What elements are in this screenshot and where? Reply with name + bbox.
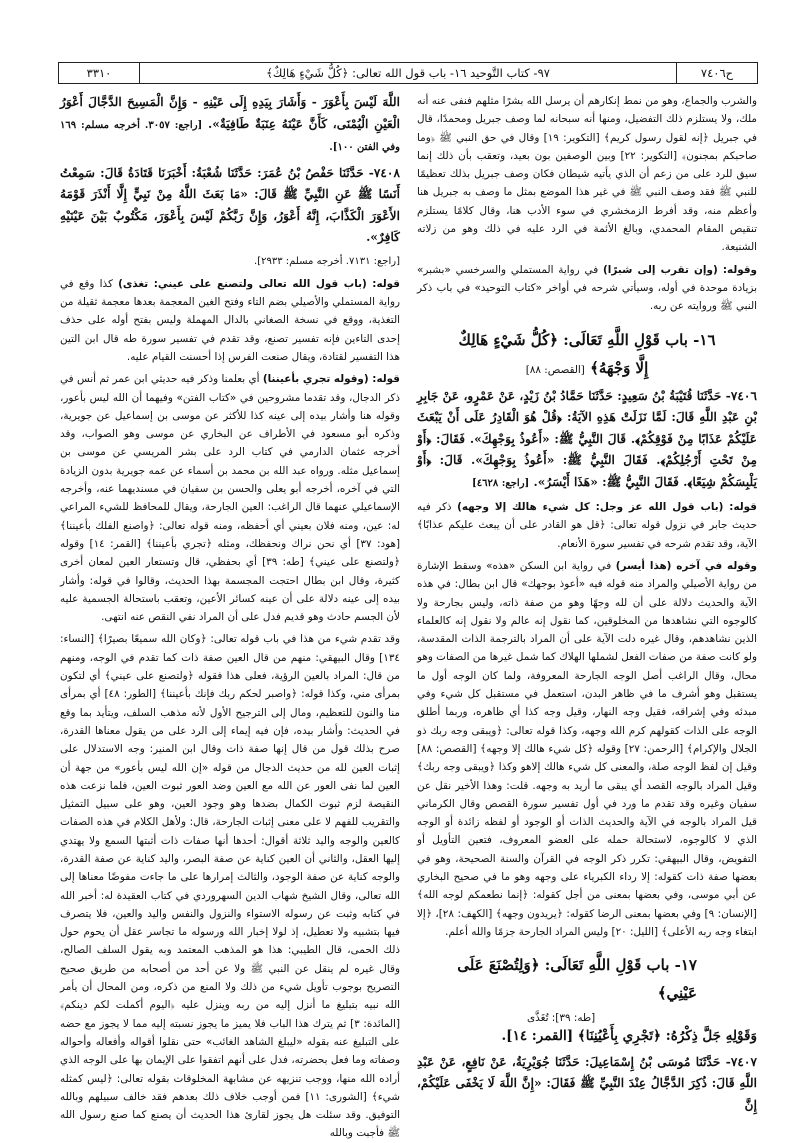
commentary-text: في رواية المستملي والسرخسي «بشبر» بزيادة موحدة في أوله، وسيأتي شرحه في أواخر «كتاب التوحيد» في باب ذكر النبي ﷺ وروايته عن ربه. bbox=[417, 263, 757, 313]
chapter-subtitle: وَقَوْلِهِ جَلَّ ذِكْرُهُ: ﴿تَجْرِي بِأَعْيُنِنَا﴾ [القمر: ١٤]. bbox=[501, 1028, 757, 1045]
commentary-paragraph bbox=[417, 261, 757, 316]
commentary-paragraph: وقد تقدم شيء من هذا في باب قوله تعالى: ﴿وكان الله سميعًا بصيرًا﴾ [النساء: ١٣٤] وقال البيهقي: منهم من قال العين صفة ذات كما تقدم في الوجه، ومنهم من قال: المراد بالعين الرؤية، فعلى هذا فقوله ﴿ولتصنع على عيني﴾ أي لتكون بمرأى مني، وكذا قوله: ﴿واصبر لحكم ربك فإنك بأعيننا﴾ [الطور: ٤٨] أي بمرأى منا والنون للتعظيم، ومال إلى الترجيح الأول لأنه مذهب السلف، ويتأيد بما وقع في الحديث: وأشار بيده، فإن فيه إيماء إلى الرد على من يقول معناها القدرة، صرح بذلك قول من قال إنها صفة ذات وقال ابن المنير: وجه الاستدلال على إثبات العين لله من حديث الدجال من قوله «إن الله ليس بأعور» من جهة أن العين لما نفى العور عن الله مع العين وضد العور ثبوت العين، فلما نزعت هذه النقيصة لزم ثبوت الكمال بضدها وهو وجود العين، وهو على سبيل التمثيل والتقريب للفهم لا على معنى إثبات الجارحة، قال: ولأهل الكلام في هذه الصفات كالعين والوجه واليد ثلاثة أقوال: أحدها أنها صفات ذات أثبتها السمع ولا يهتدي إليها العقل، والثاني أن العين كناية عن صفة البصر، واليد كناية عن صفة القدرة، والوجه كناية عن صفة الوجود، والثالث إمرارها على ما جاءت مفوضًا معناها إلى الله تعالى، وقال الشيخ شهاب الدين السهروردي في كتاب العقيدة له: أخبر الله في كتابه وثبت عن رسوله الاستواء والنزول والنفس واليد والعين، فلا يتصرف فيها بتشبيه ولا تعطيل، إذ لولا إخبار الله ورسوله ما تجاسر عقل أن يحوم حول ذلك الحمى، قال الطيبي: هذا هو المذهب المعتمد وبه يقول السلف الصالح، وقال غيره لم ينقل عن النبي ﷺ ولا عن أحد من أصحابه من طريق صحيح التصريح بوجوب تأويل شيء من ذلك ولا المنع من ذكره، ومن المحال أن يأمر الله نبيه بتبليغ ما أنزل إليه من ربه وينزل عليه ﴿اليوم أكملت لكم دينكم﴾ [المائدة: ٣] ثم يترك هذا الباب فلا يميز ما يجوز نسبته إليه مما لا يجوز مع حضه على التبليغ عنه بقوله «ليبلغ الشاهد الغائب» حتى نقلوا أقواله وأفعاله وأحواله وصفاته وما فعل بحضرته، فدل على أنهم اتفقوا على الإيمان بها على الوجه الذي أراده الله منها، ووجب تنزيهه عن مشابهة المخلوقات بقوله تعالى: ﴿ليس كمثله شيء﴾ [الشورى: ١١] فمن أوجب خلاف ذلك بعدهم فقد خالف سبيلهم وبالله التوفيق. وقد سئلت هل يجوز لقارئ هذا الحديث أن يصنع كما صنع رسول الله ﷺ فأجبت وبالله bbox=[60, 633, 400, 1140]
commentary-paragraph bbox=[417, 557, 757, 941]
chapter-quran-reference: [القصص: ٨٨] bbox=[525, 363, 585, 376]
commentary-paragraph: والشرب والجماع، وهو من نمط إنكارهم أن يرسل الله بشرًا مثلهم فنفى عنه أنه ملك، ولا يستلزم ذلك التفضيل، ومنها أنه سبحانه لما وصف جبريل ومحمدًا، قال في جبريل ﴿إنه لقول رسول كريم﴾ [التكوير: ١٩] وقال في حق النبي ﷺ ﴿وما صاحبكم بمجنون﴾ [التكوير: ٢٢] وبين الوصفين بون بعيد، وتعقب بأن ذلك إنما سيق للرد على من زعم أن الذي يأتيه شيطان فكان وصف جبريل بذلك تعظيمًا للنبي ﷺ فقد وصف النبي ﷺ في غير هذا الموضع بمثل ما وصف به جبريل هنا وأعظم منه، وقد أفرط الزمخشري في سوء الأدب هنا، وقال كلامًا يستلزم تنقيص المقام المحمدي، وبالغ الأئمة في الرد عليه في ذلك وهو من زلاته الشنيعة. bbox=[417, 95, 757, 254]
commentary-label: وقوله: (وإن تقرب إلى شبرًا) bbox=[603, 263, 757, 276]
hadith-7407-continued bbox=[60, 92, 400, 159]
left-column bbox=[60, 92, 401, 1140]
chapter-title-line-1: ١٧- باب قَوْلِ اللَّهِ تَعَالَى: ﴿وَلِتُصْنَعَ عَلَى عَيْنِي﴾ bbox=[457, 956, 697, 1003]
chapter-title-17 bbox=[417, 951, 757, 1007]
hadith-reference: [راجع: ٣٠٥٧. أخرجه مسلم: ١٦٩ وفي الفتن ١٠٠]. bbox=[60, 119, 400, 153]
commentary-label: وقوله في آخره (هذا أيسر) bbox=[615, 559, 757, 572]
hadith-reference: [راجع: ٧١٣١. أخرجه مسلم: ٢٩٣٣]. bbox=[254, 255, 400, 267]
header-title: ٩٧- كتاب التَّوحيد ١٦- باب قول الله تعالى: ﴿كُلُّ شَيْءٍ هَالِكٌ﴾ bbox=[266, 66, 550, 80]
right-column bbox=[417, 92, 757, 1112]
hadith-7407: ٧٤٠٧- حَدَّثَنَا مُوسَى بْنُ إِسْمَاعِيلَ: حَدَّثَنَا جُوَيْرِيَةُ، عَنْ نَافِعٍ، عَنْ عَبْدِ اللَّهِ قَالَ: ذُكِرَ الدَّجَّالُ عِنْدَ النَّبِيِّ ﷺ فَقَالَ: «إِنَّ اللَّهَ لَا يَخْفَى عَلَيْكُمْ، إِنَّ bbox=[417, 1054, 757, 1112]
commentary-label: قوله: (وقوله تجري بأعيننا) bbox=[262, 373, 400, 386]
hadith-7408: ٧٤٠٨- حَدَّثَنَا حَفْصُ بْنُ عُمَرَ: حَدَّثَنَا شُعْبَةُ: أَخْبَرَنَا قَتَادَةُ قَالَ: سَمِعْتُ أَنَسًا ﷺ عَنِ النَّبِيِّ ﷺ قَالَ: «مَا بَعَثَ اللَّهُ مِنْ نَبِيٍّ إِلَّا أَنْذَرَ قَوْمَهُ الأَعْوَرَ الْكَذَّابَ، إِنَّهُ أَعْوَرُ، وَإِنَّ رَبَّكُمْ لَيْسَ بِأَعْوَرَ، مَكْتُوبٌ بَيْنَ عَيْنَيْهِ كَافِرٌ». bbox=[60, 165, 400, 244]
hadith-text: ٧٤٠٦- حَدَّثَنَا قُتَيْبَةُ بْنُ سَعِيدٍ: حَدَّثَنَا حَمَّادُ بْنُ زَيْدٍ، عَنْ عَمْرٍو، عَنْ جَابِرِ بْنِ عَبْدِ اللَّهِ قَالَ: لَمَّا نَزَلَتْ هَذِهِ الآيَةُ: ﴿قُلْ هُوَ الْقَادِرُ عَلَى أَنْ يَبْعَثَ عَلَيْكُمْ عَذَابًا مِنْ فَوْقِكُمْ﴾. قَالَ النَّبِيُّ ﷺ: «أَعُوذُ بِوَجْهِكَ». فَقَالَ: ﴿أَوْ مِنْ تَحْتِ أَرْجُلِكُمْ﴾. فَقَالَ النَّبِيُّ ﷺ: «أَعُوذُ بِوَجْهِكَ». قَالَ: ﴿أَوْ يَلْبِسَكُمْ شِيَعًا﴾. فَقَالَ النَّبِيُّ ﷺ: «هَذَا أَيْسَرُ». bbox=[417, 388, 757, 489]
hadith-text: اللَّهَ لَيْسَ بِأَعْوَرَ - وَأَشَارَ بِيَدِهِ إِلَى عَيْنِهِ - وَإِنَّ الْمَسِيحَ الدَّجَّالَ أَعْوَرُ الْعَيْنِ الْيُمْنَى، كَأَنَّ عَيْنَهُ عِنَبَةٌ طَافِيَةٌ». bbox=[60, 95, 401, 131]
header-hadith-number: ح٧٤٠٦ bbox=[676, 63, 757, 83]
commentary-text: أي بعلمنا وذكر فيه حديثي ابن عمر ثم أنس في ذكر الدجال، وقد تقدما مشروحين في «كتاب الفتن» وفيهما أن الله ليس بأعور، وقوله هنا وأشار بيده إلى عينه كذا للأكثر عن موسى بن إسماعيل عن جويرية، وذكره أبو مسعود في الأطراف عن البخاري عن موسى وهو الصواب، وقد أخرجه عثمان الدارمي في كتاب الرد على بشر المريسي عن موسى بن إسماعيل مثله. ورواه عبد الله بن محمد بن أسماء عن عمه جويرية بدون الزيادة التي في آخره، أخرجه أبو يعلى والحسن بن سفيان في مسنديهما عنه، وأخرجه الإسماعيلي عنهما قال الراغب: العين الجارحة، ويقال للمحافظ للشيء المراعي له: عين، ومنه فلان بعيني أي أحفظه، ومنه قوله تعالى: ﴿واصنع الفلك بأعيننا﴾ [هود: ٣٧] أي نحن نراك ونحفظك، ومثله ﴿تجري بأعيننا﴾ [القمر: ١٤] وقوله ﴿ولتصنع على عيني﴾ [طه: ٣٩] أي بحفظي، قال وتستعار العين لمعان أخرى كثيرة، وقال ابن بطال احتجت المجسمة بهذا الحديث، وقالوا في قوله: وأشار بيده إلى عينه دلالة على أن عينه كسائر الأعين، وتعقب باستحالة الجسمية عليه لأن الجسم حادث وهو قديم فدل على أن المراد نفي النقص عنه انتهى. bbox=[60, 373, 400, 624]
header-page-number: ٣٣١٠ bbox=[59, 63, 140, 83]
hadith-7406 bbox=[417, 386, 757, 495]
commentary-label: قوله: (باب قول الله عز وجل: كل شيء هالك إلا وجهه) bbox=[457, 501, 757, 514]
commentary-label: قوله: (باب قول الله تعالى ولتصنع على عيني: تغذى) bbox=[118, 277, 400, 290]
chapter-title-line-2: إِلَّا وَجْهَهُ﴾ bbox=[590, 358, 649, 377]
running-header bbox=[58, 62, 758, 84]
chapter-title-16 bbox=[417, 326, 757, 384]
commentary-paragraph bbox=[60, 370, 400, 626]
commentary-text: كذا وقع في رواية المستملي والأصيلي بضم التاء وفتح الغين المعجمة بعدها معجمة ثقيلة من التغذية، ووقع في نسخة الصغاني بالدال المهملة وليس بفتح أوله على حذف إحدى التاءين فإنه تفسير تصنع، وقد تقدم في تفسير سورة طه قال ابن التين هذا التفسير لقتادة، ويقال صنعت الفرس إذا أحسنت القيام عليه. bbox=[60, 277, 400, 363]
commentary-paragraph bbox=[60, 275, 400, 366]
chapter-title-line-1: ١٦- باب قَوْلِ اللَّهِ تَعَالَى: ﴿كُلُّ شَيْءٍ هَالِكٌ bbox=[458, 330, 716, 349]
hadith-reference: [راجع: ٤٦٢٨] bbox=[472, 477, 530, 489]
chapter-quran-reference: [طه: ٣٩]: تُغَذَّى bbox=[527, 1012, 596, 1025]
commentary-paragraph bbox=[417, 498, 757, 553]
commentary-text: ذكر فيه حديث جابر في نزول قوله تعالى: ﴿قل هو القادر على أن يبعث عليكم عذابًا﴾ الآية، وقد تقدم شرحه في تفسير سورة الأنعام. bbox=[417, 501, 757, 550]
commentary-text: في رواية ابن السكن «هذه» وسقط الإشارة من رواية الأصيلي والمراد منه قوله فيه «أعوذ بوجهك» قال ابن بطال: في هذه الآية والحديث دلالة على أن لله وجهًا وهو من صفة ذاته، وليس بجارحة ولا كالوجوه التي نشاهدها من المخلوقين، كما نقول إنه عالم ولا نقول إنه كالعلماء الذين نشاهدهم، وقال غيره دلت الآية على أن المراد بالترجمة الذات المقدسة، ولو كانت صفة من صفات الفعل لشملها الهلاك كما شمل غيرها من الصفات وهو محال، وقال الراغب أصل الوجه الجارحة المعروفة، ولما كان الوجه أول ما يستقبل وهو أشرف ما في ظاهر البدن، استعمل في مستقبل كل شيء وفي مبدئه وفي إشراقه، فقيل وجه النهار، وقيل وجه كذا أي ظاهره، وربما أطلق الوجه على الذات كقولهم كرم الله وجهه، وكذا قوله تعالى: ﴿ويبقى وجه ربك ذو الجلال والإكرام﴾ [الرحمن: ٢٧] وقوله ﴿كل شيء هالك إلا وجهه﴾ [القصص: ٨٨] وقيل إن لفظ الوجه صلة، والمعنى كل شيء هالك إلاهو وكذا ﴿ويبقى وجه ربك﴾ وقيل المراد بالوجه القصد أي يبقى ما أريد به وجهه. قلت: وهذا الأخير نقل عن سفيان وغيره وقد تقدم ما ورد في أول تفسير سورة القصص وقال الكرماني قيل المراد بالوجه في الآية والحديث الذات أو الوجود أو لفظه زائدة أو الوجه الذي لا كالوجوه، لاستحالة حمله على العضو المعروف، فتعين التأويل أو التفويض، وقال البيهقي: تكرر ذكر الوجه في القرآن والسنة الصحيحة، وهو في بعضها صفة ذات كقوله: إلا رداء الكبرياء على وجهه وهو ما في صحيح البخاري عن أبي موسى، وفي بعضها بمعنى من أجل كقوله: ﴿إنما نطعمكم لوجه الله﴾ [الإنسان: ٩] وفي بعضها بمعنى الرضا كقوله: ﴿يريدون وجهه﴾ [الكهف: ٢٨]، ﴿إلا ابتغاء وجه ربه الأعلى﴾ [الليل: ٢٠] وليس المراد الجارحة جزمًا والله أعلم. bbox=[417, 559, 757, 938]
